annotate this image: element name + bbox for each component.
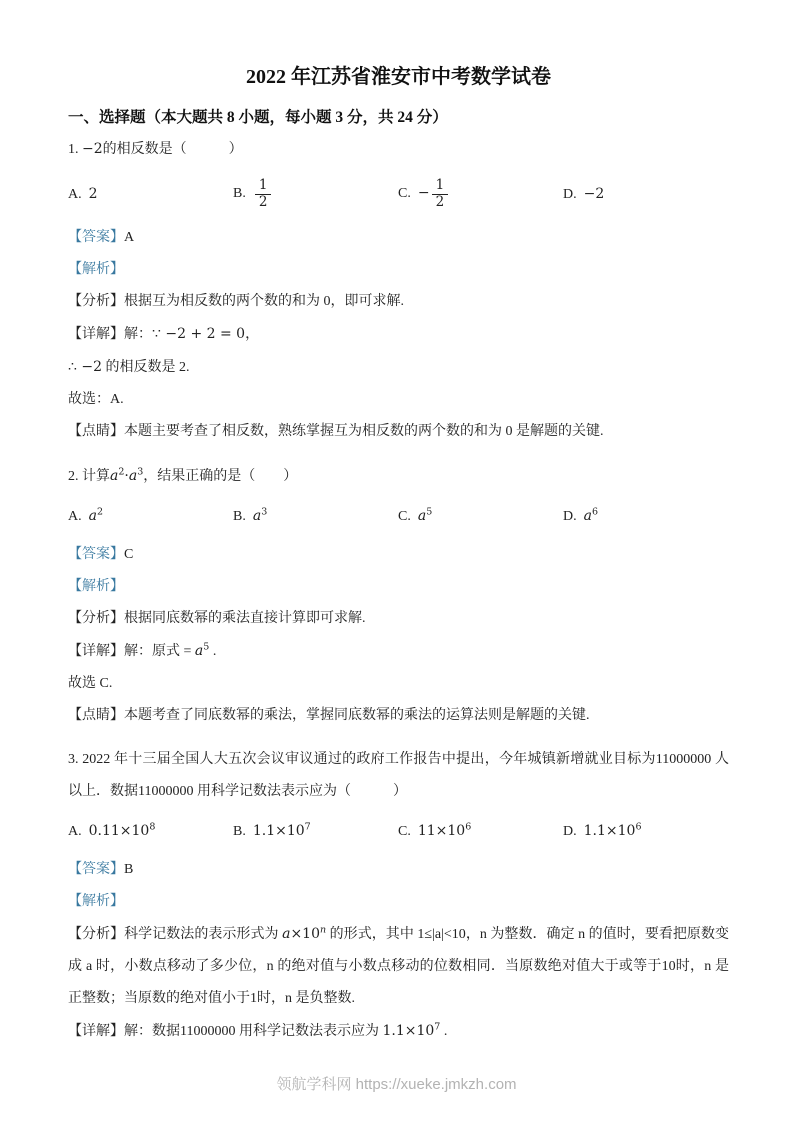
detail-tail: . bbox=[440, 1024, 448, 1039]
page-title: 2022 年江苏省淮安市中考数学试卷 bbox=[246, 66, 551, 88]
question-3-stem bbox=[68, 744, 729, 808]
option-c-label: C. bbox=[398, 508, 411, 524]
question-2-stem-pre: 计算 bbox=[82, 469, 110, 484]
option-a-label: A. bbox=[68, 186, 82, 202]
question-1-detail bbox=[68, 318, 729, 351]
question-1-answer-line bbox=[68, 222, 729, 254]
question-3-analysis-label-line bbox=[68, 886, 729, 918]
analysis-label: 【解析】 bbox=[68, 262, 124, 277]
option-a-base: a bbox=[88, 507, 97, 524]
fraction-denominator: 2 bbox=[255, 194, 272, 211]
option-b-fraction bbox=[255, 178, 272, 210]
question-2-note: 【点睛】本题考查了同底数幂的乘法，掌握同底数幂的乘法的运算法则是解题的关键. bbox=[68, 708, 590, 723]
question-2-option-a bbox=[68, 505, 233, 525]
option-a-exp: 2 bbox=[96, 505, 104, 517]
analysis-mid: ×10 bbox=[290, 926, 320, 942]
question-2-option-d bbox=[563, 505, 599, 525]
detail-base: a bbox=[194, 643, 204, 659]
question-2-analysis: 【分析】根据同底数幂的乘法直接计算即可求解. bbox=[68, 611, 366, 626]
answer-label: 【答案】 bbox=[68, 547, 124, 562]
option-c-label: C. bbox=[398, 186, 411, 202]
question-1-note: 【点睛】本题主要考查了相反数，熟练掌握互为相反数的两个数的和为 0 是解题的关键. bbox=[68, 424, 604, 439]
math-var: a bbox=[110, 468, 119, 484]
question-1 bbox=[68, 133, 729, 448]
option-c-base: a bbox=[417, 507, 427, 524]
question-1-stem-text: 的相反数是（ ） bbox=[102, 142, 243, 157]
question-3-option-d bbox=[563, 820, 642, 840]
analysis-var: a bbox=[282, 926, 291, 942]
question-3-option-c bbox=[398, 820, 563, 840]
answer-label: 【答案】 bbox=[68, 230, 124, 245]
option-d-base: a bbox=[583, 507, 592, 524]
question-3-option-a bbox=[68, 820, 233, 840]
question-2-detail bbox=[68, 635, 729, 668]
question-1-stem-math: −2 bbox=[82, 141, 103, 157]
option-a-label: A. bbox=[68, 508, 82, 524]
question-2-answer-line bbox=[68, 539, 729, 571]
therefore-text: 的相反数是 2. bbox=[102, 360, 190, 375]
question-2-conclusion: 故选 C. bbox=[68, 676, 113, 691]
option-a-label: A. bbox=[68, 823, 82, 839]
watermark-footer: 领航学科网 https://xueke.jmkzh.com bbox=[276, 1076, 517, 1093]
fraction-numerator: 1 bbox=[258, 176, 268, 193]
math-dot: · bbox=[124, 468, 129, 484]
option-c-exp: 6 bbox=[465, 820, 472, 832]
option-b-base: a bbox=[252, 507, 262, 524]
question-2-analysis-label-line bbox=[68, 571, 729, 603]
question-2-option-b bbox=[233, 505, 398, 525]
question-1-analysis-label-line bbox=[68, 254, 729, 286]
option-d-label: D. bbox=[563, 508, 577, 524]
question-3-answer-line bbox=[68, 854, 729, 886]
question-1-stem bbox=[68, 133, 729, 166]
question-1-option-a bbox=[68, 186, 233, 203]
fraction-denominator: 2 bbox=[432, 194, 449, 211]
analysis-exp: n bbox=[319, 924, 327, 936]
question-1-analysis: 【分析】根据互为相反数的两个数的和为 0，即可求解. bbox=[68, 294, 404, 309]
question-1-conclusion: 故选：A. bbox=[68, 392, 124, 407]
option-c-sign: − bbox=[417, 185, 430, 202]
option-b-exp: 3 bbox=[261, 505, 268, 517]
analysis-pre: 【分析】科学记数法的表示形式为 bbox=[68, 927, 283, 942]
math-var: a bbox=[128, 468, 138, 484]
option-c-exp: 5 bbox=[426, 505, 433, 517]
detail-label: 【详解】解： bbox=[68, 327, 152, 342]
detail-tail: ， bbox=[245, 327, 260, 342]
detail-tail: . bbox=[209, 644, 217, 659]
question-1-answer: A bbox=[124, 230, 135, 245]
option-c-fraction bbox=[432, 178, 449, 210]
question-1-option-b bbox=[233, 178, 398, 210]
math-exp: 3 bbox=[137, 466, 144, 478]
option-b-exp: 7 bbox=[304, 820, 311, 832]
question-3-detail bbox=[68, 1015, 729, 1048]
question-3-option-b bbox=[233, 820, 398, 840]
answer-label: 【答案】 bbox=[68, 862, 124, 877]
option-a-value: 2 bbox=[88, 185, 98, 202]
analysis-label: 【解析】 bbox=[68, 894, 124, 909]
option-d-base: 1.1×10 bbox=[583, 822, 636, 839]
question-3 bbox=[68, 744, 729, 1048]
question-3-answer: B bbox=[124, 862, 134, 877]
fraction-numerator: 1 bbox=[435, 176, 445, 193]
detail-exp: 5 bbox=[203, 641, 210, 653]
question-2-number: 2. bbox=[68, 469, 79, 484]
detail-exp: 7 bbox=[434, 1021, 441, 1033]
detail-formula: ∵ −2 + 2 = 0 bbox=[152, 326, 246, 342]
option-d-exp: 6 bbox=[591, 505, 599, 517]
question-1-option-c bbox=[398, 178, 563, 210]
question-1-option-d bbox=[563, 186, 604, 203]
question-3-options bbox=[68, 814, 729, 848]
question-2-options bbox=[68, 499, 729, 533]
option-d-exp: 6 bbox=[635, 820, 642, 832]
detail-label: 【详解】解：原式 = bbox=[68, 644, 195, 659]
analysis-post: 的形式，其中 1≤|a|<10，n 为整数．确定 n 的值时，要看把原数变成 a 时，小数点移动了多少位，n 的绝对值与小数点移动的位数相同．当原数绝对值大于或等于10时，n 是正整数；当原数的绝对值小于1时，n 是负整数. bbox=[68, 927, 730, 1006]
option-b-base: 1.1×10 bbox=[252, 822, 305, 839]
section-heading: 一、选择题（本大题共 8 小题，每小题 3 分，共 24 分） bbox=[68, 109, 448, 126]
question-3-stem-text: 2022 年十三届全国人大五次会议审议通过的政府工作报告中提出，今年城镇新增就业目标为11000000 人以上．数据11000000 用科学记数法表示应为（ ） bbox=[68, 752, 730, 799]
option-b-label: B. bbox=[233, 508, 246, 524]
question-2-stem-post: ，结果正确的是（ ） bbox=[143, 469, 298, 484]
option-c-base: 11×10 bbox=[417, 822, 466, 839]
option-b-label: B. bbox=[233, 823, 246, 839]
question-2 bbox=[68, 460, 729, 732]
question-1-detail-2 bbox=[68, 351, 729, 384]
option-d-label: D. bbox=[563, 186, 577, 202]
question-3-analysis bbox=[68, 918, 729, 1015]
option-a-exp: 8 bbox=[149, 820, 156, 832]
question-1-options bbox=[68, 170, 729, 218]
question-1-number: 1. bbox=[68, 142, 79, 157]
option-d-value: −2 bbox=[583, 185, 605, 202]
option-b-label: B. bbox=[233, 186, 246, 202]
question-3-number: 3. bbox=[68, 752, 79, 767]
math-exp: 2 bbox=[118, 466, 125, 478]
question-2-answer: C bbox=[124, 547, 134, 562]
question-2-option-c bbox=[398, 505, 563, 525]
question-2-stem bbox=[68, 460, 729, 493]
detail-base: 1.1×10 bbox=[382, 1023, 435, 1039]
detail-label: 【详解】解：数据11000000 用科学记数法表示应为 bbox=[68, 1024, 383, 1039]
option-d-label: D. bbox=[563, 823, 577, 839]
analysis-label: 【解析】 bbox=[68, 579, 124, 594]
option-a-base: 0.11×10 bbox=[88, 822, 150, 839]
option-c-label: C. bbox=[398, 823, 411, 839]
therefore-formula: ∴ −2 bbox=[68, 359, 102, 375]
